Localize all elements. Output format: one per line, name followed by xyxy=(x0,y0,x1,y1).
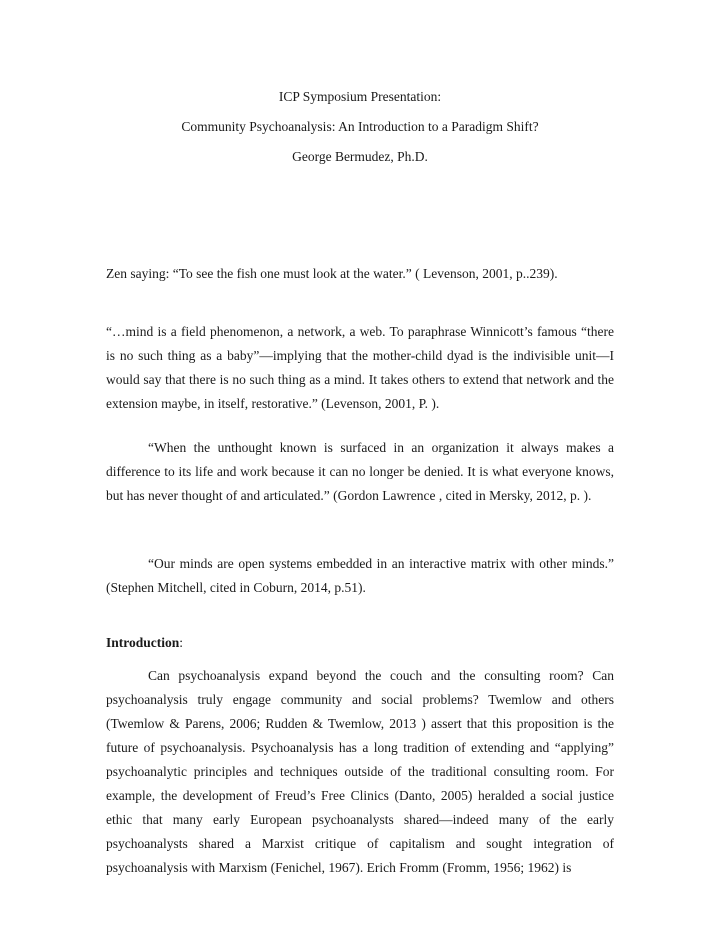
zen-epigraph: Zen saying: “To see the fish one must look at the water.” ( Levenson, 2001, p..239). xyxy=(106,266,558,281)
introduction-body: Can psychoanalysis expand beyond the couch and the consulting room? Can psychoanalysis truly engage community and social problems? Twemlow and others (Twemlow & Parens, 2006; Rudden & Twemlow, 2013 ) assert that this proposition is the future of psychoanalysis. Psychoanalysis has a long tradition of extending and “applying” psychoanalytic principles and techniques outside of the traditional consulting room. For example, the development of Freud’s Free Clinics (Danto, 2005) heralded a social justice ethic that many early European psychoanalysts shared—indeed many of the early psychoanalysts shared a Marxist critique of capitalism and sought integration of psychoanalysis with Marxism (Fenichel, 1967). Erich Fromm (Fromm, 1956; 1962) is xyxy=(106,668,614,875)
introduction-heading-text: Introduction xyxy=(106,635,180,650)
symposium-title: ICP Symposium Presentation: xyxy=(278,89,442,104)
levenson-quote: “…mind is a field phenomenon, a network, a web. To paraphrase Winnicott’s famous “there is no such thing as a baby”—implying that the mother-child dyad is the indivisible unit—I would say that there is no such thing as a mind. It takes others to extend that network and the extension maybe, in itself, restorative.” (Levenson, 2001, P. ). xyxy=(106,324,614,411)
paper-title: Community Psychoanalysis: An Introduction to a Paradigm Shift? xyxy=(181,119,539,134)
lawrence-quote: “When the unthought known is surfaced in an organization it always makes a difference to its life and work because it can no longer be denied. It is what everyone knows, but has never thought of and articulated.” (Gordon Lawrence , cited in Mersky, 2012, p. ). xyxy=(106,440,614,503)
introduction-heading-colon: : xyxy=(179,635,184,650)
mitchell-quote: “Our minds are open systems embedded in an interactive matrix with other minds.” (Stephen Mitchell, cited in Coburn, 2014, p.51). xyxy=(106,556,614,595)
introduction-heading xyxy=(106,634,183,652)
author-name: George Bermudez, Ph.D. xyxy=(292,149,428,164)
